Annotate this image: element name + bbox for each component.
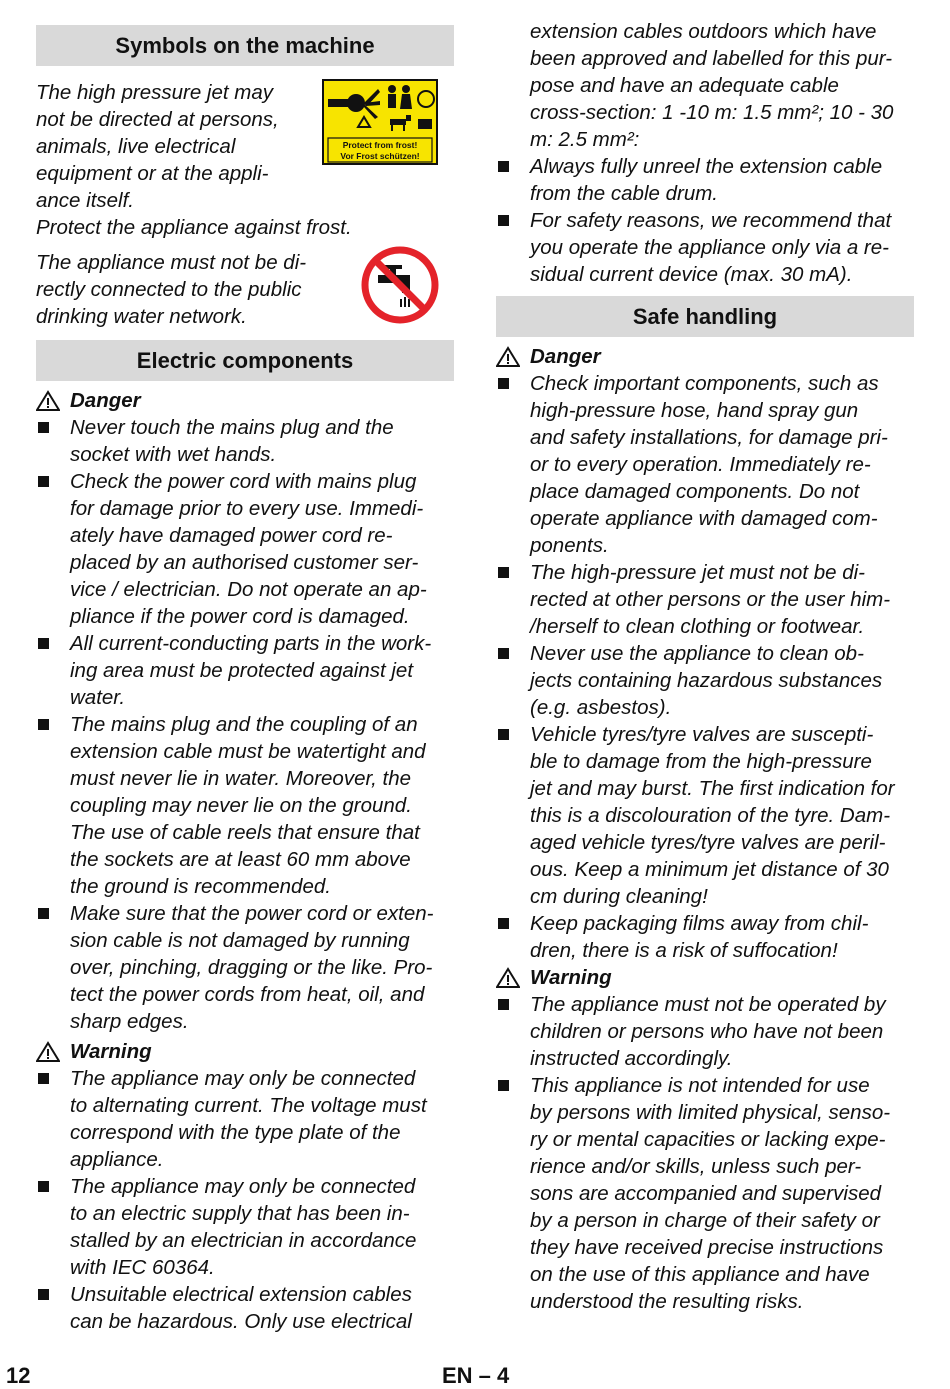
- electric-heading: Electric components: [36, 340, 454, 381]
- list-item: Never use the appliance to clean ob- jects containing hazardous substances (e.g. asbestos).: [496, 640, 914, 721]
- symbol-water-text: The appliance must not be di- rectly connected to the public drinking water network.: [36, 251, 307, 328]
- warning-list-left: [36, 1065, 454, 1335]
- list-item: The mains plug and the coupling of an extension cable must be watertight and must never lie in water. Moreover, the coupling may never lie on the ground. The use of cable reels that ensure that the sockets are at least 60 mm above the ground is recommended.: [36, 711, 454, 900]
- language-page-label: EN – 4: [442, 1363, 510, 1388]
- right-column: [496, 0, 914, 1315]
- list-item: For safety reasons, we recommend that you operate the appliance only via a re- sidual current device (max. 30 mA).: [496, 207, 914, 288]
- list-item: The appliance may only be connected to an electric supply that has been in- stalled by an electrician in accordance with IEC 60364.: [36, 1173, 454, 1281]
- continued-text: extension cables outdoors which have been approved and labelled for this pur- pose and have an adequate cable cross-section: 1 -10 m: 1.5 mm²; 10 - 30 m: 2.5 mm²:: [530, 20, 894, 151]
- page-number: 12: [6, 1363, 31, 1388]
- warning-triangle-icon: [496, 967, 520, 989]
- list-item: Unsuitable electrical extension cables can be hazardous. Only use electrical: [36, 1281, 454, 1335]
- left-column: [36, 0, 454, 1335]
- warning-triangle-icon: [496, 346, 520, 368]
- warning-triangle-icon: [36, 390, 60, 412]
- list-item: Always fully unreel the extension cable from the cable drum.: [496, 153, 914, 207]
- list-item: Check important components, such as high-pressure hose, hand spray gun and safety installations, for damage pri- or to every operation. Immediately re- place damaged components. Do not operate appliance with damaged com- ponents.: [496, 370, 914, 559]
- danger-list-left: [36, 414, 454, 1035]
- symbol-jet-text: The high pressure jet may not be directed at persons, animals, live electrical equipment or at the appli- ance itself.: [36, 81, 279, 212]
- safe-handling-heading: Safe handling: [496, 296, 914, 337]
- warning-label-left: Warning: [36, 1038, 454, 1065]
- list-item: Check the power cord with mains plug for damage prior to every use. Immedi- ately have damaged power cord re- placed by an authorised customer ser- vice / electrician. Do not operate an ap- pliance if the power cord is damaged.: [36, 468, 454, 630]
- list-item: This appliance is not intended for use by persons with limited physical, senso- ry or mental capacities or lacking expe- rience and/or skills, unless such per- sons are accompanied and supervised by a person in charge of their safety or they have received precise instructions on the use of this appliance and have understood the resulting risks.: [496, 1072, 914, 1315]
- list-item: Keep packaging films away from chil- dren, there is a risk of suffocation!: [496, 910, 914, 964]
- symbols-heading: Symbols on the machine: [36, 25, 454, 66]
- danger-label-right: Danger: [496, 343, 914, 370]
- symbol-jet-block: [36, 79, 454, 214]
- list-item: Vehicle tyres/tyre valves are suscepti- ble to damage from the high-pressure jet and may burst. The first indication for this is a discolouration of the tyre. Dam- aged vehicle tyres/tyre valves are peril- ous. Keep a minimum jet distance of 30 cm during cleaning!: [496, 721, 914, 910]
- danger-list-right: [496, 370, 914, 964]
- high-pressure-jet-warning-sign: [322, 79, 438, 165]
- sign-frost-text-de: Vor Frost schützen!: [340, 151, 420, 161]
- list-item: Make sure that the power cord or exten- sion cable is not damaged by running over, pinching, dragging or the like. Pro- tect the power cords from heat, oil, and sharp edges.: [36, 900, 454, 1035]
- list-item: Never touch the mains plug and the socket with wet hands.: [36, 414, 454, 468]
- symbol-water-block: [36, 249, 454, 330]
- no-drinking-water-connection-sign: [360, 245, 440, 325]
- warning-list-right: [496, 991, 914, 1315]
- list-item: The high-pressure jet must not be di- rected at other persons or the user him- /herself to clean clothing or footwear.: [496, 559, 914, 640]
- warning-label-right: Warning: [496, 964, 914, 991]
- frost-line: Protect the appliance against frost.: [36, 216, 352, 239]
- list-item: The appliance may only be connected to alternating current. The voltage must correspond with the type plate of the appliance.: [36, 1065, 454, 1173]
- list-item: The appliance must not be operated by children or persons who have not been instructed accordingly.: [496, 991, 914, 1072]
- warning-triangle-icon: [36, 1041, 60, 1063]
- cable-list-right: [496, 153, 914, 288]
- sign-frost-text-en: Protect from frost!: [342, 140, 418, 150]
- danger-label-left: Danger: [36, 387, 454, 414]
- list-item: All current-conducting parts in the work- ing area must be protected against jet water.: [36, 630, 454, 711]
- equipment-icon: [418, 119, 432, 129]
